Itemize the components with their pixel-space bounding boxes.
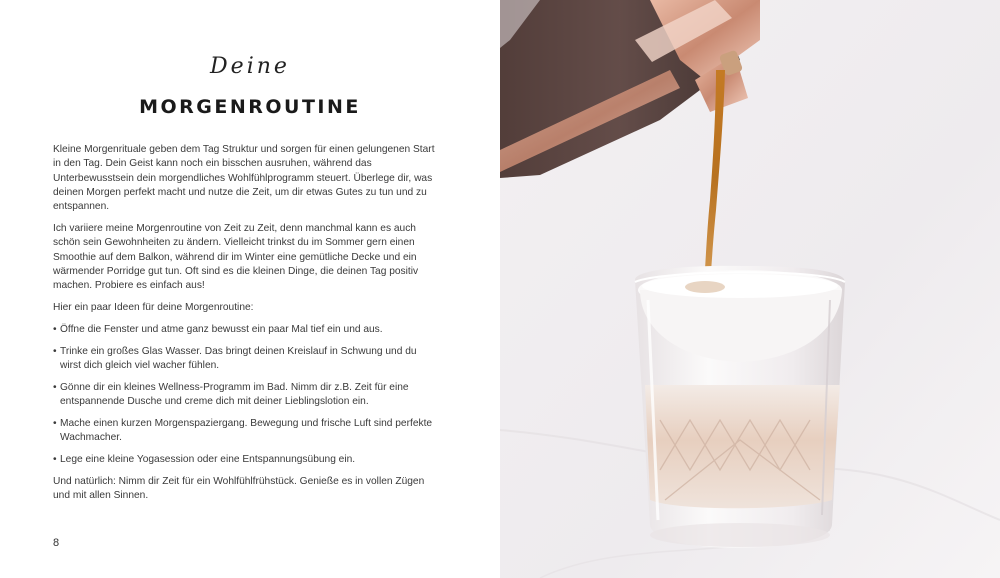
variation-paragraph: Ich variiere meine Morgenroutine von Zeit zu Zeit, denn manchmal kann es auch schön sein Gewohnheiten zu ändern. Vielleicht trinkst du im Sommer gern einen Smoothie auf dem Balkon, während dir im Winter eine gemütliche Decke und ein wärmender Porridge gut tun. Oft sind es die kleinen Dinge, die deinen Tag positiv machen. Probiere es einfach aus!	[53, 222, 419, 292]
list-item: • Lege eine kleine Yogasession oder eine Entspannungsübung ein.	[53, 453, 438, 467]
script-title: Deine	[210, 54, 290, 79]
closing-paragraph: Und natürlich: Nimm dir Zeit für ein Wohlfühlfrühstück. Genieße es in vollen Zügen und mit allen Sinnen.	[53, 475, 425, 501]
right-page-photo	[500, 0, 1000, 578]
ideas-list	[53, 323, 438, 467]
list-item: • Öffne die Fenster und atme ganz bewusst ein paar Mal tief ein und aus.	[53, 323, 438, 337]
glass-icon	[635, 266, 845, 548]
page-title: MORGENROUTINE	[139, 96, 361, 118]
intro-paragraph: Kleine Morgenrituale geben dem Tag Struktur und sorgen für einen gelungenen Start in den Tag. Dein Geist kann noch ein bisschen ausruhen, während das Unterbewusstsein dein morgendliches Wohlfühlprogramm steuert. Überlege dir, was deinen Morgen perfekt macht und nutze die Zeit, um dir etwas Gutes zu tun und zu entspannen.	[53, 144, 435, 213]
coffee-pouring-photo	[500, 0, 1000, 578]
list-item: • Mache einen kurzen Morgenspaziergang. Bewegung und frische Luft sind perfekte Wachmacher.	[53, 417, 438, 446]
list-item: • Trinke ein großes Glas Wasser. Das bringt deinen Kreislauf in Schwung und du wirst dich gleich viel wacher fühlen.	[53, 345, 438, 374]
list-item: • Gönne dir ein kleines Wellness-Programm im Bad. Nimm dir z.B. Zeit für eine entspannende Dusche und creme dich mit deiner Lieblingslotion ein.	[53, 381, 438, 410]
page-number: 8	[53, 537, 60, 549]
body-text	[53, 143, 438, 511]
ideas-intro: Hier ein paar Ideen für deine Morgenroutine:	[53, 301, 254, 313]
